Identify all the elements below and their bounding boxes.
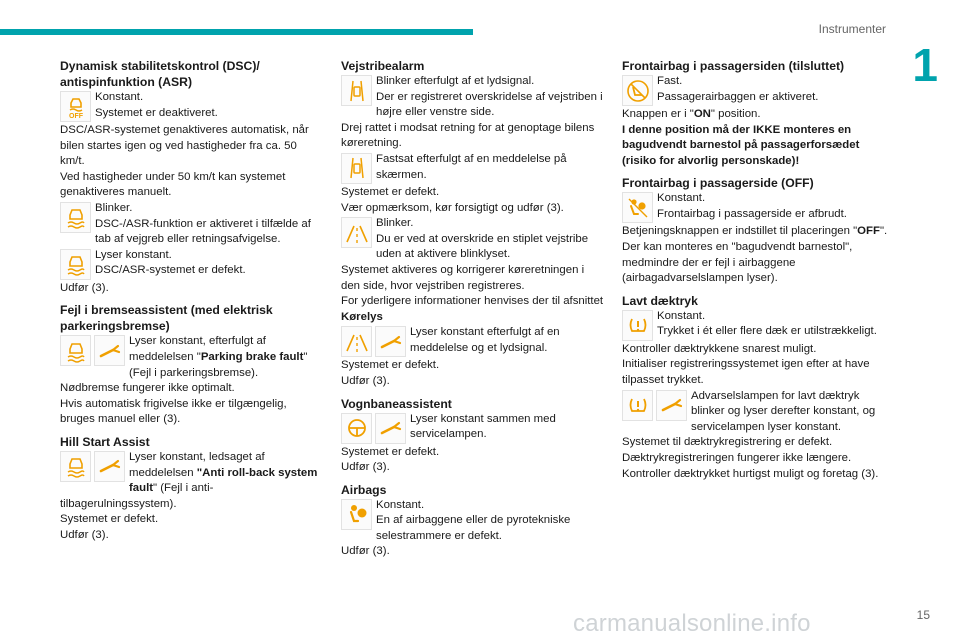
- column-2: Vejstribealarm Blinker efterfulgt af et lydsignal. Der er registreret overskridelse af vejstriben i højre eller venstre side. Drej rattet i modsat retning for at genoptage bilens køreretning. Fastsat efterfulgt af en meddelelse på skærmen. Systemet er defekt. Vær opmærksom, kør forsigtigt og udfør (3). Blinker. Du er ved at overskride en stiplet vejstribe uden at aktivere blinklyset. Systemet aktiveres og korrigerer køreretningen i den side, hvor vejstriben registreres. For yderligere informationer henvises der til afsnittet Kørelys Lyser konstant efterfulgt af en meddelelse og et lydsignal. Systemet er defekt. Udfør (3). Vognbaneassistent Lyser konstant sammen med servicelampen. Systemet er defekt. Udfør (3). Airbags Konstant. En af airbaggene eller de pyrotekniske selestrammere er defekt. Udfør (3).: [341, 58, 606, 560]
- airbag-off-icon: [622, 192, 653, 223]
- header-accent-bar: [0, 29, 473, 35]
- lane-assist-icon: [341, 326, 372, 357]
- lane-departure-icon: [341, 153, 372, 184]
- heading-hill-start: Hill Start Assist: [60, 434, 150, 449]
- entry-pax-airbag-on: Fast. Passagerairbaggen er aktiveret.: [622, 74, 888, 107]
- lane-departure-icon: [341, 75, 372, 106]
- entry-brake-fault: Lyser konstant, efterfulgt af meddelelsen "Parking brake fault" (Fejl i parkeringsbremse).: [60, 334, 322, 381]
- dsc-icon: [60, 451, 91, 482]
- entry-lane-fixed: Fastsat efterfulgt af en meddelelse på skærmen.: [341, 152, 606, 185]
- heading-airbags: Airbags: [341, 482, 387, 497]
- heading-brake-assist: Fejl i bremseassistent (med elektrisk parkeringsbremse): [60, 303, 273, 334]
- dsc-off-icon: [60, 91, 91, 122]
- airbag-icon: [341, 499, 372, 530]
- dsc-icon: [60, 249, 91, 280]
- heading-low-tyre: Lavt dæktryk: [622, 293, 698, 308]
- service-wrench-icon: [94, 335, 125, 366]
- entry-dsc-blink: Blinker. DSC-/ASR-funktion er aktiveret i tilfælde af tab af vejgreb eller retningsafvigelse.: [60, 201, 322, 248]
- section-title: Instrumenter: [818, 22, 886, 36]
- entry-hill-fault: Lyser konstant, ledsaget af meddelelsen "Anti roll-back system fault" (Fejl i anti-tilbagerulningssystem).: [60, 450, 318, 510]
- heading-lane-warning: Vejstribealarm: [341, 59, 425, 73]
- service-wrench-icon: [94, 451, 125, 482]
- service-wrench-icon: [375, 413, 406, 444]
- column-3: Frontairbag i passagersiden (tilsluttet) Fast. Passagerairbaggen er aktiveret. Knappen er i "ON" position. I denne position må der IKKE monteres en bagudvendt barnestol på passagerforsædet (risiko for alvorlig personskade)! Frontairbag i passagerside (OFF) Konstant. Frontairbag i passagerside er afbrudt. Betjeningsknappen er indstillet til placeringen "OFF". Der kan monteres en "bagudvendt barnestol", medmindre der er fejl i airbaggene (airbagadvarselslampen lyser). Lavt dæktryk Konstant. Trykket i ét eller flere dæk er utilstrækkeligt. Kontroller dæktrykkene snarest muligt. Initialiser registreringssystemet igen efter at have tilpasset trykket. Advarselslampen for lavt dæktryk blinker og lyser derefter konstant, og servicelampen lyser konstant. Systemet til dæktrykregistrering er defekt. Dæktrykregistreringen fungerer ikke længere. Kontroller dæktrykket hurtigst muligt og foretag (3).: [622, 59, 888, 480]
- entry-airbag-fault: Konstant. En af airbaggene eller de pyrotekniske selestrammere er defekt.: [341, 498, 606, 545]
- watermark: carmanualsonline.info: [573, 610, 811, 637]
- dsc-off-label: OFF: [68, 112, 83, 120]
- entry-pax-airbag-off: Konstant. Frontairbag i passagerside er afbrudt.: [622, 191, 888, 224]
- entry-lane-blink: Blinker efterfulgt af et lydsignal. Der er registreret overskridelse af vejstriben i højre eller venstre side.: [341, 74, 606, 121]
- entry-tyre-low: Konstant. Trykket i ét eller flere dæk er utilstrækkeligt.: [622, 309, 888, 342]
- entry-dsc-off: OFF Konstant. Systemet er deaktiveret.: [60, 90, 322, 123]
- entry-lka-fault: Lyser konstant sammen med servicelampen.: [341, 412, 606, 445]
- tyre-pressure-icon: [622, 390, 653, 421]
- service-wrench-icon: [375, 326, 406, 357]
- heading-pax-airbag-off: Frontairbag i passagerside (OFF): [622, 176, 814, 191]
- heading-pax-airbag-on: Frontairbag i passagersiden (tilsluttet): [622, 59, 845, 73]
- dsc-icon: [60, 335, 91, 366]
- entry-tyre-fault: Advarselslampen for lavt dæktryk blinker og lyser derefter konstant, og servicelampen lyser konstant.: [622, 389, 888, 436]
- lane-assist-icon: [341, 217, 372, 248]
- heading-lane-keep: Vognbaneassistent: [341, 396, 452, 411]
- entry-dsc-fault: Lyser konstant. DSC/ASR-systemet er defekt.: [60, 248, 322, 281]
- child-seat-crossed-icon: [622, 75, 653, 106]
- tyre-pressure-icon: [622, 310, 653, 341]
- chapter-number: 1: [912, 39, 938, 91]
- page-number: 15: [916, 608, 930, 622]
- heading-dsc: Dynamisk stabilitetskontrol (DSC)/ antispinfunktion (ASR): [60, 59, 260, 89]
- service-wrench-icon: [656, 390, 687, 421]
- entry-lane-fault: Lyser konstant efterfulgt af en meddelelse og et lydsignal.: [341, 325, 606, 358]
- steering-wheel-icon: [341, 413, 372, 444]
- column-1: Dynamisk stabilitetskontrol (DSC)/ antispinfunktion (ASR) OFF Konstant. Systemet er deaktiveret. DSC/ASR-systemet genaktiveres automatisk, når bilen startes igen og ved hastigheder fra ca. 50 km/t. Ved hastigheder under 50 km/t kan systemet genaktiveres manuelt. Blinker. DSC-/ASR-funktion er aktiveret i tilfælde af tab af vejgreb eller retningsafvigelse. Lyser konstant. DSC/ASR-systemet er defekt. Udfør (3). Fejl i bremseassistent (med elektrisk parkeringsbremse) Lyser konstant, efterfulgt af meddelelsen "Parking brake fault" (Fejl i parkeringsbremse). Nødbremse fungerer ikke optimalt. Hvis automatisk frigivelse ikke er tilgængelig, bruges manuel eller (3). Hill Start Assist Lyser konstant, ledsaget af meddelelsen "Anti roll-back system fault" (Fejl i anti-tilbagerulningssystem). Systemet er defekt. Udfør (3).: [60, 58, 322, 543]
- dsc-icon: [60, 202, 91, 233]
- entry-lane-dashed: Blinker. Du er ved at overskride en stiplet vejstribe uden at aktivere blinklyset.: [341, 216, 606, 263]
